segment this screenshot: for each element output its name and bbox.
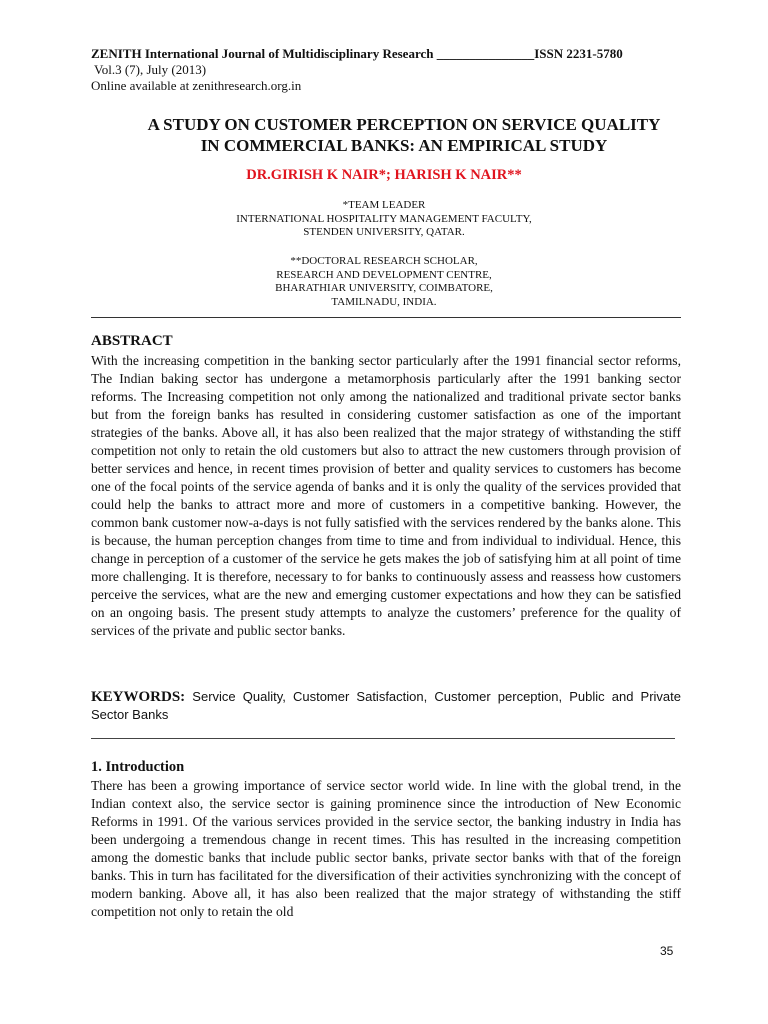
affiliation-second	[0, 255, 768, 309]
paper-title-line-2: IN COMMERCIAL BANKS: AN EMPIRICAL STUDY	[200, 136, 608, 155]
abstract-heading: ABSTRACT	[91, 333, 173, 349]
keywords-divider	[91, 738, 675, 739]
introduction-text: There has been a growing importance of service sector world wide. In line with the global trend, in the Indian context also, the service sector is gaining prominence since the introduction of New Economic Reforms in 1991. Of the various services provided in the service sector, the banking industry in India has been undergoing a tremendous change in recent times. This has resulted in the increasing competition among the domestic banks that include public sector banks, private sector banks with that of the foreign banks. This in turn has facilitated for the diversification of their activities synchronizing with the concept of modern banking. Above all, it has also been realized that the major strategy of withstanding the stiff competition not only to retain the old	[91, 778, 681, 919]
page-number: 35	[660, 944, 674, 958]
section-divider	[91, 317, 681, 318]
affiliation-line: **DOCTORAL RESEARCH SCHOLAR,	[290, 255, 478, 267]
paper-authors: DR.GIRISH K NAIR*; HARISH K NAIR**	[246, 167, 522, 183]
affiliation-first	[0, 199, 768, 240]
journal-online-availability: Online available at zenithresearch.org.in	[91, 78, 302, 93]
keywords-text: Service Quality, Customer Satisfaction, Customer perception, Public and Private Sector Banks	[91, 689, 681, 722]
affiliation-line: BHARATHIAR UNIVERSITY, COIMBATORE,	[275, 282, 493, 294]
journal-volume: Vol.3 (7), July (2013)	[94, 62, 207, 77]
introduction-heading: 1. Introduction	[91, 759, 185, 775]
journal-header	[91, 46, 623, 94]
journal-name: ZENITH International Journal of Multidisciplinary Research _______________ISSN 2231-5780	[91, 46, 623, 61]
keywords-label: KEYWORDS:	[91, 689, 186, 705]
abstract-text: With the increasing competition in the banking sector particularly after the 1991 financial sector reforms, The Indian baking sector has undergone a metamorphosis particularly after the 1991 banking sector reforms. The Increasing competition not only among the nationalized and traditional private sector banks but from the foreign banks has resulted in considering customer satisfaction as one of the important strategies of the banks. Above all, it has also been realized that the major strategy of withstanding the stiff competition not only to retain the old customers but also to attract the new customers through provision of better services and hence, in recent times provision of better and quality services to customers has become one of the focal points of the service agenda of banks and it is only the quality of the services provided that could help the banks to attract more and more of customers in a competitive banking. However, the common bank customer now-a-days is not fully satisfied with the services rendered by the banks alone. This is because, the human perception changes from time to time and from individual to individual. Hence, this change in perception of a customer of the service he gets makes the job of satisfying him at all point of time more challenging. It is therefore, necessary to for banks to continuously assess and reassess how customers perceive the services, what are the new and emerging customer expectations and how they can be satisfied on an ongoing basis. The present study attempts to analyze the customers’ preference for the quality of services of the private and public sector banks.	[91, 353, 681, 638]
keywords	[91, 688, 681, 724]
paper-title-line-1: A STUDY ON CUSTOMER PERCEPTION ON SERVICE QUALITY	[147, 115, 661, 134]
affiliation-line: RESEARCH AND DEVELOPMENT CENTRE,	[276, 268, 492, 281]
affiliation-line: STENDEN UNIVERSITY, QATAR.	[303, 226, 465, 238]
paper-title	[70, 114, 738, 156]
affiliation-line: TAMILNADU, INDIA.	[331, 295, 437, 308]
affiliation-line: INTERNATIONAL HOSPITALITY MANAGEMENT FACULTY,	[236, 212, 532, 225]
affiliation-line: *TEAM LEADER	[342, 199, 426, 211]
